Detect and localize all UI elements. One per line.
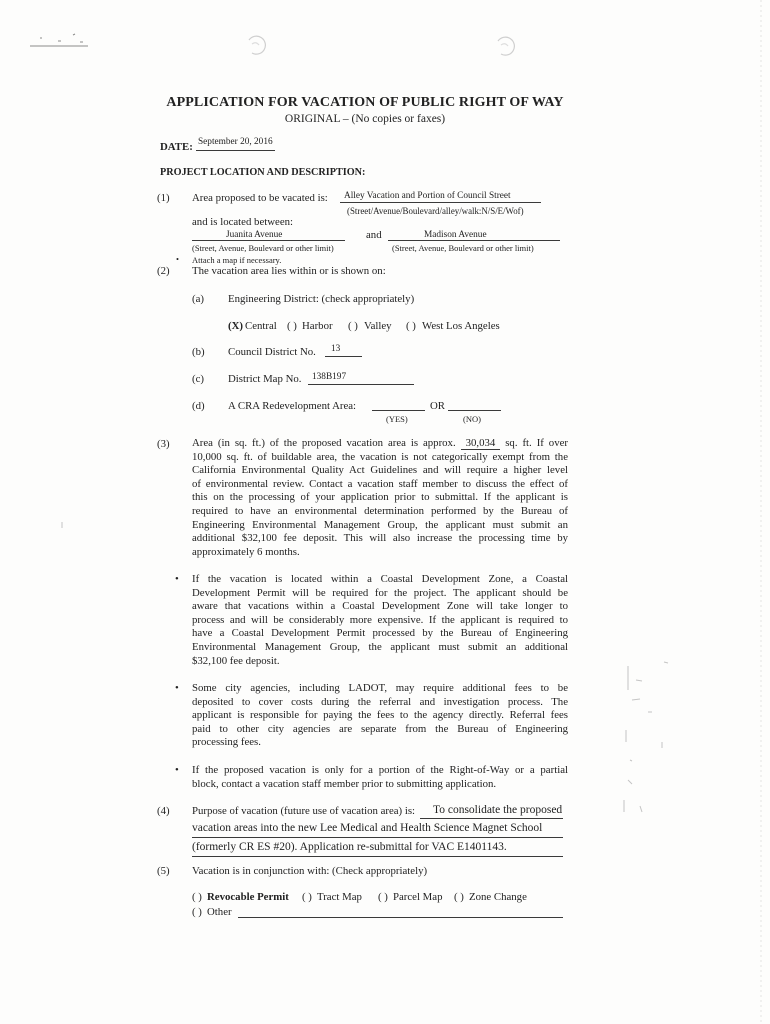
paragraph-line: Some city agencies, including LADOT, may require additional fees to be bbox=[192, 682, 568, 694]
district-central-label: Central bbox=[245, 320, 277, 332]
area-underline bbox=[340, 202, 541, 203]
item-number: (4) bbox=[157, 805, 170, 817]
district-harbor-mark: ( ) bbox=[287, 320, 297, 332]
area-hint: (Street/Avenue/Boulevard/alley/walk:N/S/E/Wof) bbox=[347, 206, 524, 216]
cra-no-label: (NO) bbox=[463, 414, 481, 424]
bullet-icon: • bbox=[176, 254, 179, 264]
map-note: Attach a map if necessary. bbox=[192, 255, 282, 265]
other-underline bbox=[238, 917, 563, 918]
coastal-zone-note bbox=[192, 573, 568, 668]
zone-change-label: Zone Change bbox=[469, 891, 527, 903]
purpose-value-line: To consolidate the proposed bbox=[433, 804, 563, 816]
limit-2-value: Madison Avenue bbox=[424, 230, 487, 240]
council-district-label: Council District No. bbox=[228, 346, 316, 358]
paragraph-line: process and will be considerably more expensive. If the applicant is required to bbox=[192, 613, 568, 626]
tract-map-label: Tract Map bbox=[317, 891, 362, 903]
district-westla-label: West Los Angeles bbox=[422, 320, 500, 332]
paragraph-line: additional $32,100 fee deposit. This will also increase the processing time by bbox=[192, 532, 568, 545]
council-district-underline bbox=[325, 356, 362, 357]
item-number: (1) bbox=[157, 192, 170, 204]
date-value: September 20, 2016 bbox=[198, 137, 273, 147]
date-underline bbox=[196, 150, 275, 151]
area-size-prefix: Area (in sq. ft.) of the proposed vacation area is approx. bbox=[192, 437, 456, 449]
item-number: (2) bbox=[157, 265, 170, 277]
bullet-icon: • bbox=[175, 764, 179, 776]
purpose-value-line: vacation areas into the new Lee Medical and Health Science Magnet School bbox=[192, 822, 543, 834]
other-mark: ( ) bbox=[192, 906, 202, 918]
limit-2-hint: (Street, Avenue, Boulevard or other limit) bbox=[392, 243, 534, 253]
paragraph-line: this on the processing of your application prior to submittal. If the applicant is bbox=[192, 491, 568, 504]
date-label: DATE: bbox=[160, 141, 193, 153]
cra-yes-label: (YES) bbox=[386, 414, 408, 424]
area-value: Alley Vacation and Portion of Council Street bbox=[344, 191, 511, 201]
agency-fees-note bbox=[192, 682, 568, 750]
purpose-underline bbox=[192, 837, 563, 838]
limit-2-underline bbox=[388, 240, 560, 241]
district-map-underline bbox=[308, 384, 414, 385]
hole-punch-left bbox=[249, 36, 265, 54]
paragraph-line: If the proposed vacation is only for a portion of the Right-of-Way or a partial bbox=[192, 764, 568, 776]
district-map-label: District Map No. bbox=[228, 373, 302, 385]
sub-letter: (d) bbox=[192, 400, 205, 412]
cra-no-underline bbox=[448, 410, 501, 411]
parcel-map-mark: ( ) bbox=[378, 891, 388, 903]
paragraph-line: approximately 6 months. bbox=[192, 545, 300, 558]
hole-punch-right bbox=[498, 37, 514, 55]
limit-1-underline bbox=[192, 240, 345, 241]
purpose-underline bbox=[192, 856, 563, 857]
area-size-suffix: sq. ft. If over bbox=[505, 437, 568, 449]
district-valley-mark: ( ) bbox=[348, 320, 358, 332]
and-text: and bbox=[366, 229, 382, 241]
zone-change-mark: ( ) bbox=[454, 891, 464, 903]
tract-map-mark: ( ) bbox=[302, 891, 312, 903]
paragraph-line: applicant is responsible for paying the fees to the agency directly. Referral fees bbox=[192, 709, 568, 722]
paragraph-line: required to have an environmental determination performed by the Bureau of bbox=[192, 504, 568, 517]
council-district-value: 13 bbox=[331, 344, 341, 354]
engineering-district-label: Engineering District: (check appropriately) bbox=[228, 293, 415, 305]
corner-scribble bbox=[30, 34, 88, 46]
cra-area-label: A CRA Redevelopment Area: bbox=[228, 400, 357, 412]
limit-1-value: Juanita Avenue bbox=[226, 230, 283, 240]
area-label: Area proposed to be vacated is: bbox=[192, 192, 328, 204]
area-size-paragraph bbox=[192, 437, 568, 559]
cra-or-text: OR bbox=[430, 400, 445, 412]
sub-letter: (c) bbox=[192, 373, 204, 385]
form-subtitle: ORIGINAL – (No copies or faxes) bbox=[284, 113, 446, 125]
item-number: (5) bbox=[157, 865, 170, 877]
purpose-underline bbox=[420, 818, 563, 819]
partial-vacation-note bbox=[192, 764, 568, 791]
paragraph-line: aware that vacations within a Coastal Development Zone will take longer to bbox=[192, 600, 568, 613]
sub-letter: (b) bbox=[192, 346, 205, 358]
paragraph-line: deposited to cover costs during the referral and investigation process. The bbox=[192, 695, 568, 708]
between-label: and is located between: bbox=[192, 216, 294, 228]
paragraph-line: 10,000 sq. ft. of buildable area, the vacation is not categorically exempt from the bbox=[192, 450, 568, 463]
district-map-value: 138B197 bbox=[312, 372, 347, 382]
district-valley-label: Valley bbox=[364, 320, 392, 332]
paragraph-line: Environmental Management Group, the applicant must submit an additional bbox=[192, 640, 568, 653]
paragraph-line: Engineering Environmental Management Group, the applicant must submit an bbox=[192, 518, 568, 531]
paragraph-line: If the vacation is located within a Coastal Development Zone, a Coastal bbox=[192, 573, 568, 585]
section-heading: PROJECT LOCATION AND DESCRIPTION: bbox=[160, 167, 366, 178]
paragraph-line: $32,100 fee deposit. bbox=[192, 654, 280, 667]
revocable-permit-mark: ( ) bbox=[192, 891, 202, 903]
conjunction-label: Vacation is in conjunction with: (Check appropriately) bbox=[192, 865, 428, 877]
paragraph-line: block, contact a vacation staff member prior to submitting application. bbox=[192, 777, 497, 790]
limit-1-hint: (Street, Avenue, Boulevard or other limit) bbox=[192, 243, 334, 253]
parcel-map-label: Parcel Map bbox=[393, 891, 443, 903]
paragraph-line: of environmental review. Contact a vacation staff member to discuss the effect of bbox=[192, 477, 568, 490]
bullet-icon: • bbox=[175, 573, 179, 585]
other-label: Other bbox=[207, 906, 232, 918]
paragraph-line: Development Permit will be required for the project. The applicant should be bbox=[192, 586, 568, 599]
district-westla-mark: ( ) bbox=[406, 320, 416, 332]
vacation-area-label: The vacation area lies within or is shown on: bbox=[192, 265, 386, 277]
area-size-first-line bbox=[192, 437, 568, 451]
district-harbor-label: Harbor bbox=[302, 320, 333, 332]
item-number: (3) bbox=[157, 438, 170, 450]
purpose-value-line: (formerly CR ES #20). Application re-submittal for VAC E1401143. bbox=[192, 841, 507, 853]
cra-yes-underline bbox=[372, 410, 425, 411]
sub-letter: (a) bbox=[192, 293, 204, 305]
paragraph-line: processing fees. bbox=[192, 736, 261, 749]
paragraph-line: have a Coastal Development Permit processed by the Bureau of Engineering bbox=[192, 627, 568, 640]
revocable-permit-label: Revocable Permit bbox=[207, 891, 289, 903]
area-size-value: 30,034 bbox=[461, 437, 501, 450]
paragraph-line: paid to other city agencies are separate from the Bureau of Engineering bbox=[192, 722, 568, 735]
purpose-label: Purpose of vacation (future use of vacation area) is: bbox=[192, 805, 416, 817]
form-title: APPLICATION FOR VACATION OF PUBLIC RIGHT OF WAY bbox=[166, 95, 564, 110]
district-central-mark: (X) bbox=[228, 320, 243, 332]
paragraph-line: California Environmental Quality Act Guidelines and will require a higher level bbox=[192, 464, 568, 477]
bullet-icon: • bbox=[175, 682, 179, 694]
